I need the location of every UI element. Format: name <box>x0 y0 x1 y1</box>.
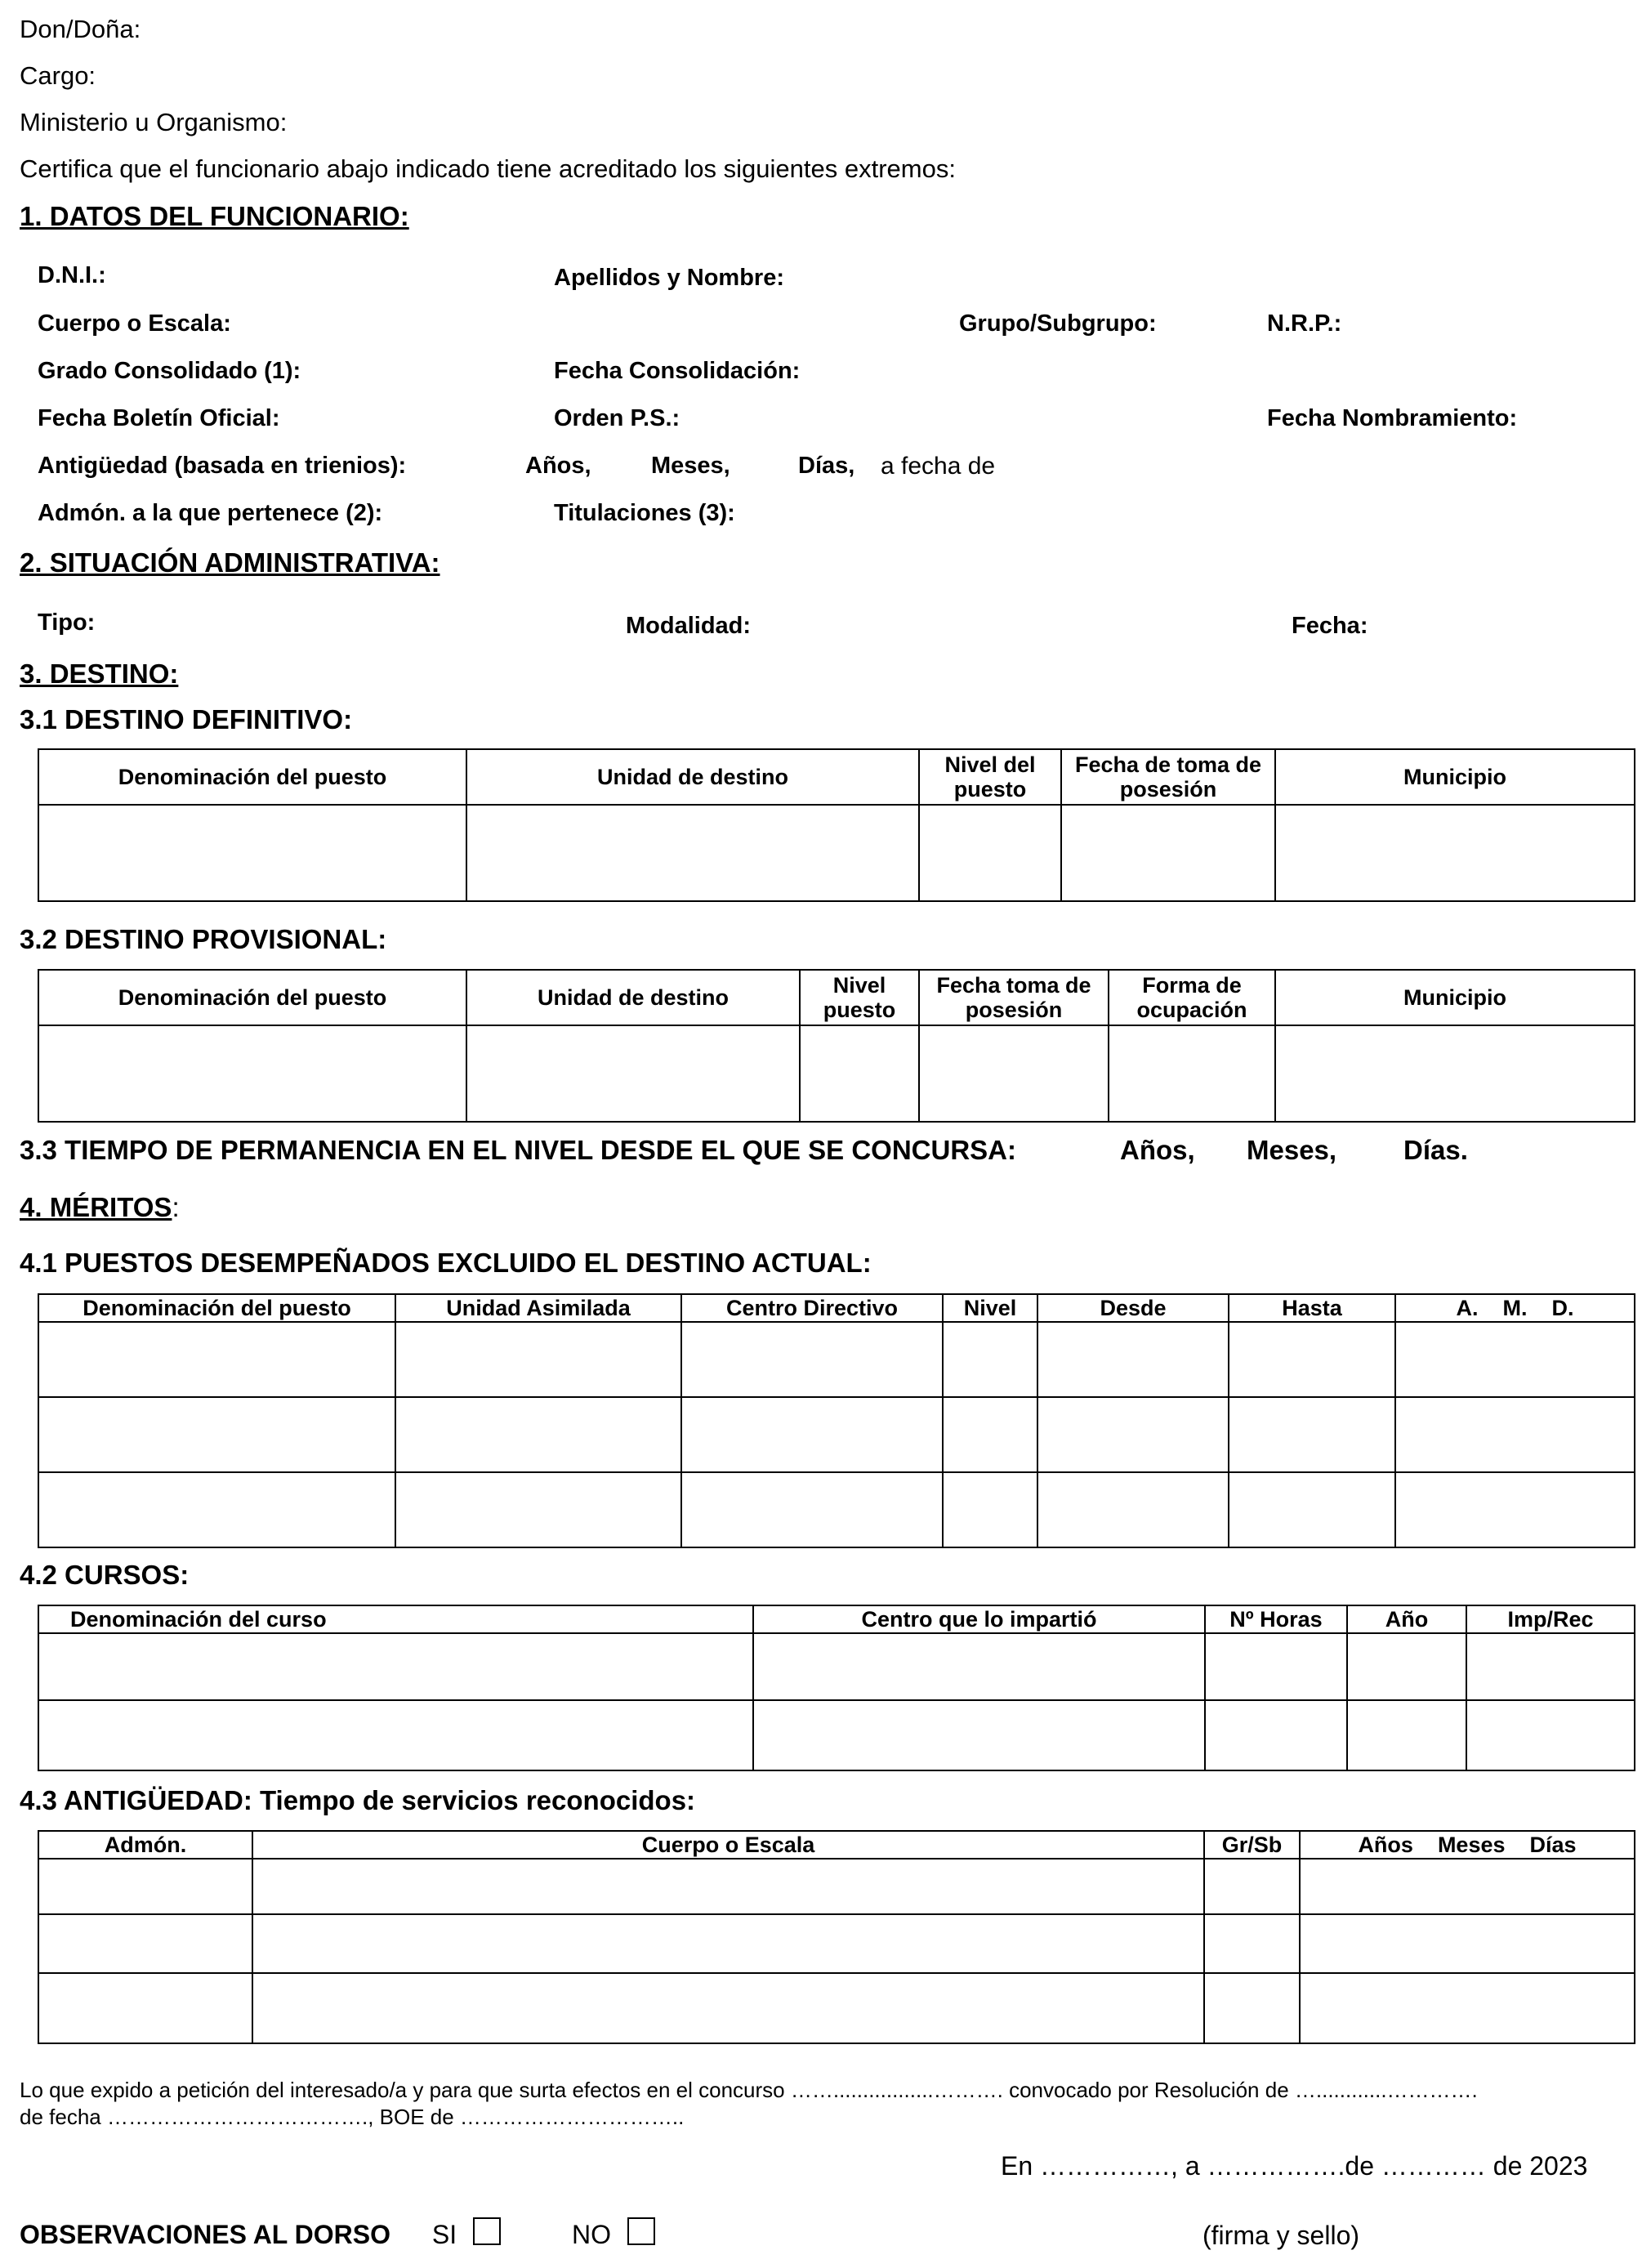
header-gr-sb: Gr/Sb <box>1204 1831 1300 1859</box>
cell[interactable] <box>395 1472 681 1547</box>
header-nivel-puesto: Nivel del puesto <box>919 749 1061 805</box>
header-forma-ocupacion: Forma de ocupación <box>1109 970 1275 1025</box>
cell[interactable] <box>1347 1633 1466 1700</box>
cell[interactable] <box>1204 1973 1300 2043</box>
cell[interactable] <box>681 1322 943 1397</box>
table-row <box>38 1633 1635 1700</box>
firma-sello-label: (firma y sello) <box>1202 2221 1360 2250</box>
header-admon: Admón. <box>38 1831 252 1859</box>
header-denominacion-curso: Denominación del curso <box>38 1605 753 1633</box>
section-4-2-title: 4.2 CURSOS: <box>20 1560 190 1590</box>
antiguedad-meses-label: Meses, <box>651 453 730 479</box>
cell[interactable] <box>1395 1397 1635 1472</box>
cell[interactable] <box>1229 1472 1395 1547</box>
header-centro-impartio: Centro que lo impartió <box>753 1605 1205 1633</box>
don-dona-label: Don/Doña: <box>20 15 141 43</box>
cell[interactable] <box>1037 1472 1229 1547</box>
section-1-title: 1. DATOS DEL FUNCIONARIO: <box>20 201 409 231</box>
header-hasta: Hasta <box>1229 1294 1395 1322</box>
cell[interactable] <box>395 1322 681 1397</box>
section-4-title <box>20 1192 180 1223</box>
nrp-label: N.R.P.: <box>1267 310 1342 337</box>
cell-municipio[interactable] <box>1275 1025 1635 1122</box>
permanencia-dias-label: Días. <box>1403 1135 1468 1165</box>
fecha-boletin-label: Fecha Boletín Oficial: <box>38 405 280 431</box>
cell[interactable] <box>1204 1859 1300 1914</box>
header-denominacion-puesto: Denominación del puesto <box>38 1294 395 1322</box>
section-3-2-title: 3.2 DESTINO PROVISIONAL: <box>20 924 387 954</box>
cell[interactable] <box>1204 1914 1300 1973</box>
section-3-title: 3. DESTINO: <box>20 659 179 689</box>
cell[interactable] <box>38 1973 252 2043</box>
cell[interactable] <box>38 1397 395 1472</box>
cell[interactable] <box>1037 1322 1229 1397</box>
cell[interactable] <box>943 1397 1037 1472</box>
header-denominacion-puesto: Denominación del puesto <box>38 749 466 805</box>
cell[interactable] <box>252 1914 1204 1973</box>
fecha-consolidacion-label: Fecha Consolidación: <box>554 358 801 384</box>
header-fecha-toma-posesion: Fecha toma de posesión <box>919 970 1109 1025</box>
cell[interactable] <box>1229 1397 1395 1472</box>
cell[interactable] <box>38 1322 395 1397</box>
puestos-table <box>38 1293 1635 1548</box>
cell[interactable] <box>1205 1633 1347 1700</box>
cursos-table <box>38 1605 1635 1771</box>
header-unidad-destino: Unidad de destino <box>466 749 919 805</box>
cell-unidad[interactable] <box>466 1025 800 1122</box>
cell[interactable] <box>753 1700 1205 1770</box>
header-municipio: Municipio <box>1275 749 1635 805</box>
table-row <box>38 1397 1635 1472</box>
table-row <box>38 1914 1635 1973</box>
cell-denominacion[interactable] <box>38 1025 466 1122</box>
antiguedad-dias-label: Días, <box>798 453 855 479</box>
header-municipio: Municipio <box>1275 970 1635 1025</box>
table-row <box>38 1472 1635 1547</box>
header-ano: Año <box>1347 1605 1466 1633</box>
header-desde: Desde <box>1037 1294 1229 1322</box>
certifica-text: Certifica que el funcionario abajo indicado tiene acreditado los siguientes extremos: <box>20 154 956 183</box>
cell[interactable] <box>38 1700 753 1770</box>
table-row <box>38 1025 1635 1122</box>
cell[interactable] <box>1229 1322 1395 1397</box>
footer-line-1: Lo que expido a petición del interesado/a y para que surta efectos en el concurso …….................………. convocado por Resolución de …............…………. <box>20 2078 1478 2102</box>
cell-nivel[interactable] <box>919 805 1061 901</box>
table-row <box>38 805 1635 901</box>
observaciones-label: OBSERVACIONES AL DORSO <box>20 2220 390 2249</box>
cell[interactable] <box>252 1973 1204 2043</box>
header-centro-directivo: Centro Directivo <box>681 1294 943 1322</box>
grado-label: Grado Consolidado (1): <box>38 358 301 384</box>
cell[interactable] <box>1466 1633 1635 1700</box>
cell[interactable] <box>1395 1472 1635 1547</box>
no-label: NO <box>572 2220 612 2249</box>
footer-line-2: de fecha ………………………………., BOE de ………………………….. <box>20 2105 685 2129</box>
table-row <box>38 1973 1635 2043</box>
fecha-situacion-label: Fecha: <box>1292 613 1368 639</box>
permanencia-meses-label: Meses, <box>1247 1135 1337 1165</box>
header-anos-meses-dias: Años Meses Días <box>1300 1831 1635 1859</box>
cell[interactable] <box>1347 1700 1466 1770</box>
cell[interactable] <box>681 1397 943 1472</box>
cell[interactable] <box>1300 1914 1635 1973</box>
tipo-label: Tipo: <box>38 609 96 636</box>
cell[interactable] <box>1205 1700 1347 1770</box>
cell-fecha[interactable] <box>919 1025 1109 1122</box>
antiguedad-table <box>38 1830 1635 2044</box>
permanencia-anos-label: Años, <box>1120 1135 1195 1165</box>
header-unidad-asimilada: Unidad Asimilada <box>395 1294 681 1322</box>
cell[interactable] <box>1395 1322 1635 1397</box>
table-row <box>38 1322 1635 1397</box>
section-4-title-text: 4. MÉRITOS <box>20 1192 172 1222</box>
table-row <box>38 1859 1635 1914</box>
cell[interactable] <box>943 1472 1037 1547</box>
cell[interactable] <box>38 1914 252 1973</box>
cell[interactable] <box>1037 1397 1229 1472</box>
cell[interactable] <box>395 1397 681 1472</box>
place-date-line: En ……………, a …………….de ………… de 2023 <box>1001 2151 1588 2181</box>
header-horas: Nº Horas <box>1205 1605 1347 1633</box>
titulaciones-label: Titulaciones (3): <box>554 500 735 526</box>
section-4-title-colon: : <box>172 1192 180 1222</box>
cell[interactable] <box>943 1322 1037 1397</box>
header-fecha-toma-posesion: Fecha de toma de posesión <box>1061 749 1275 805</box>
fecha-nombramiento-label: Fecha Nombramiento: <box>1267 405 1518 431</box>
cell[interactable] <box>753 1633 1205 1700</box>
si-checkbox[interactable] <box>473 2217 501 2245</box>
antiguedad-label: Antigüedad (basada en trienios): <box>38 453 407 479</box>
header-unidad-destino: Unidad de destino <box>466 970 800 1025</box>
apellidos-label: Apellidos y Nombre: <box>554 265 784 291</box>
dni-label: D.N.I.: <box>38 262 106 288</box>
cell[interactable] <box>1466 1700 1635 1770</box>
cell-denominacion[interactable] <box>38 805 466 901</box>
destino-provisional-table <box>38 969 1635 1123</box>
cell[interactable] <box>1300 1859 1635 1914</box>
cell[interactable] <box>252 1859 1204 1914</box>
cargo-label: Cargo: <box>20 61 96 90</box>
table-row <box>38 1700 1635 1770</box>
cell-forma[interactable] <box>1109 1025 1275 1122</box>
si-label: SI <box>431 2220 457 2249</box>
header-nivel: Nivel <box>943 1294 1037 1322</box>
cell-unidad[interactable] <box>466 805 919 901</box>
cell[interactable] <box>1300 1973 1635 2043</box>
section-3-1-title: 3.1 DESTINO DEFINITIVO: <box>20 704 353 734</box>
cell-municipio[interactable] <box>1275 805 1635 901</box>
no-checkbox[interactable] <box>627 2217 655 2245</box>
header-denominacion-puesto: Denominación del puesto <box>38 970 466 1025</box>
orden-ps-label: Orden P.S.: <box>554 405 680 431</box>
cell[interactable] <box>38 1633 753 1700</box>
a-fecha-de-label: a fecha de <box>881 453 996 480</box>
destino-definitivo-table <box>38 748 1635 902</box>
grupo-label: Grupo/Subgrupo: <box>959 310 1157 337</box>
cell-nivel[interactable] <box>800 1025 919 1122</box>
ministerio-label: Ministerio u Organismo: <box>20 108 288 136</box>
header-nivel-puesto: Nivel puesto <box>800 970 919 1025</box>
antiguedad-anos-label: Años, <box>525 453 591 479</box>
header-imp-rec: Imp/Rec <box>1466 1605 1635 1633</box>
cell[interactable] <box>38 1472 395 1547</box>
section-4-3-title: 4.3 ANTIGÜEDAD: Tiempo de servicios reconocidos: <box>20 1785 696 1815</box>
cuerpo-label: Cuerpo o Escala: <box>38 310 231 337</box>
cell[interactable] <box>681 1472 943 1547</box>
cell-fecha[interactable] <box>1061 805 1275 901</box>
header-amd: A. M. D. <box>1395 1294 1635 1322</box>
cell[interactable] <box>38 1859 252 1914</box>
section-4-1-title: 4.1 PUESTOS DESEMPEÑADOS EXCLUIDO EL DESTINO ACTUAL: <box>20 1248 872 1278</box>
modalidad-label: Modalidad: <box>626 613 752 639</box>
admon-label: Admón. a la que pertenece (2): <box>38 500 383 526</box>
section-2-title: 2. SITUACIÓN ADMINISTRATIVA: <box>20 547 440 578</box>
header-cuerpo-escala: Cuerpo o Escala <box>252 1831 1204 1859</box>
observaciones-row <box>20 2217 655 2250</box>
section-3-3-title: 3.3 TIEMPO DE PERMANENCIA EN EL NIVEL DESDE EL QUE SE CONCURSA: <box>20 1135 1016 1165</box>
